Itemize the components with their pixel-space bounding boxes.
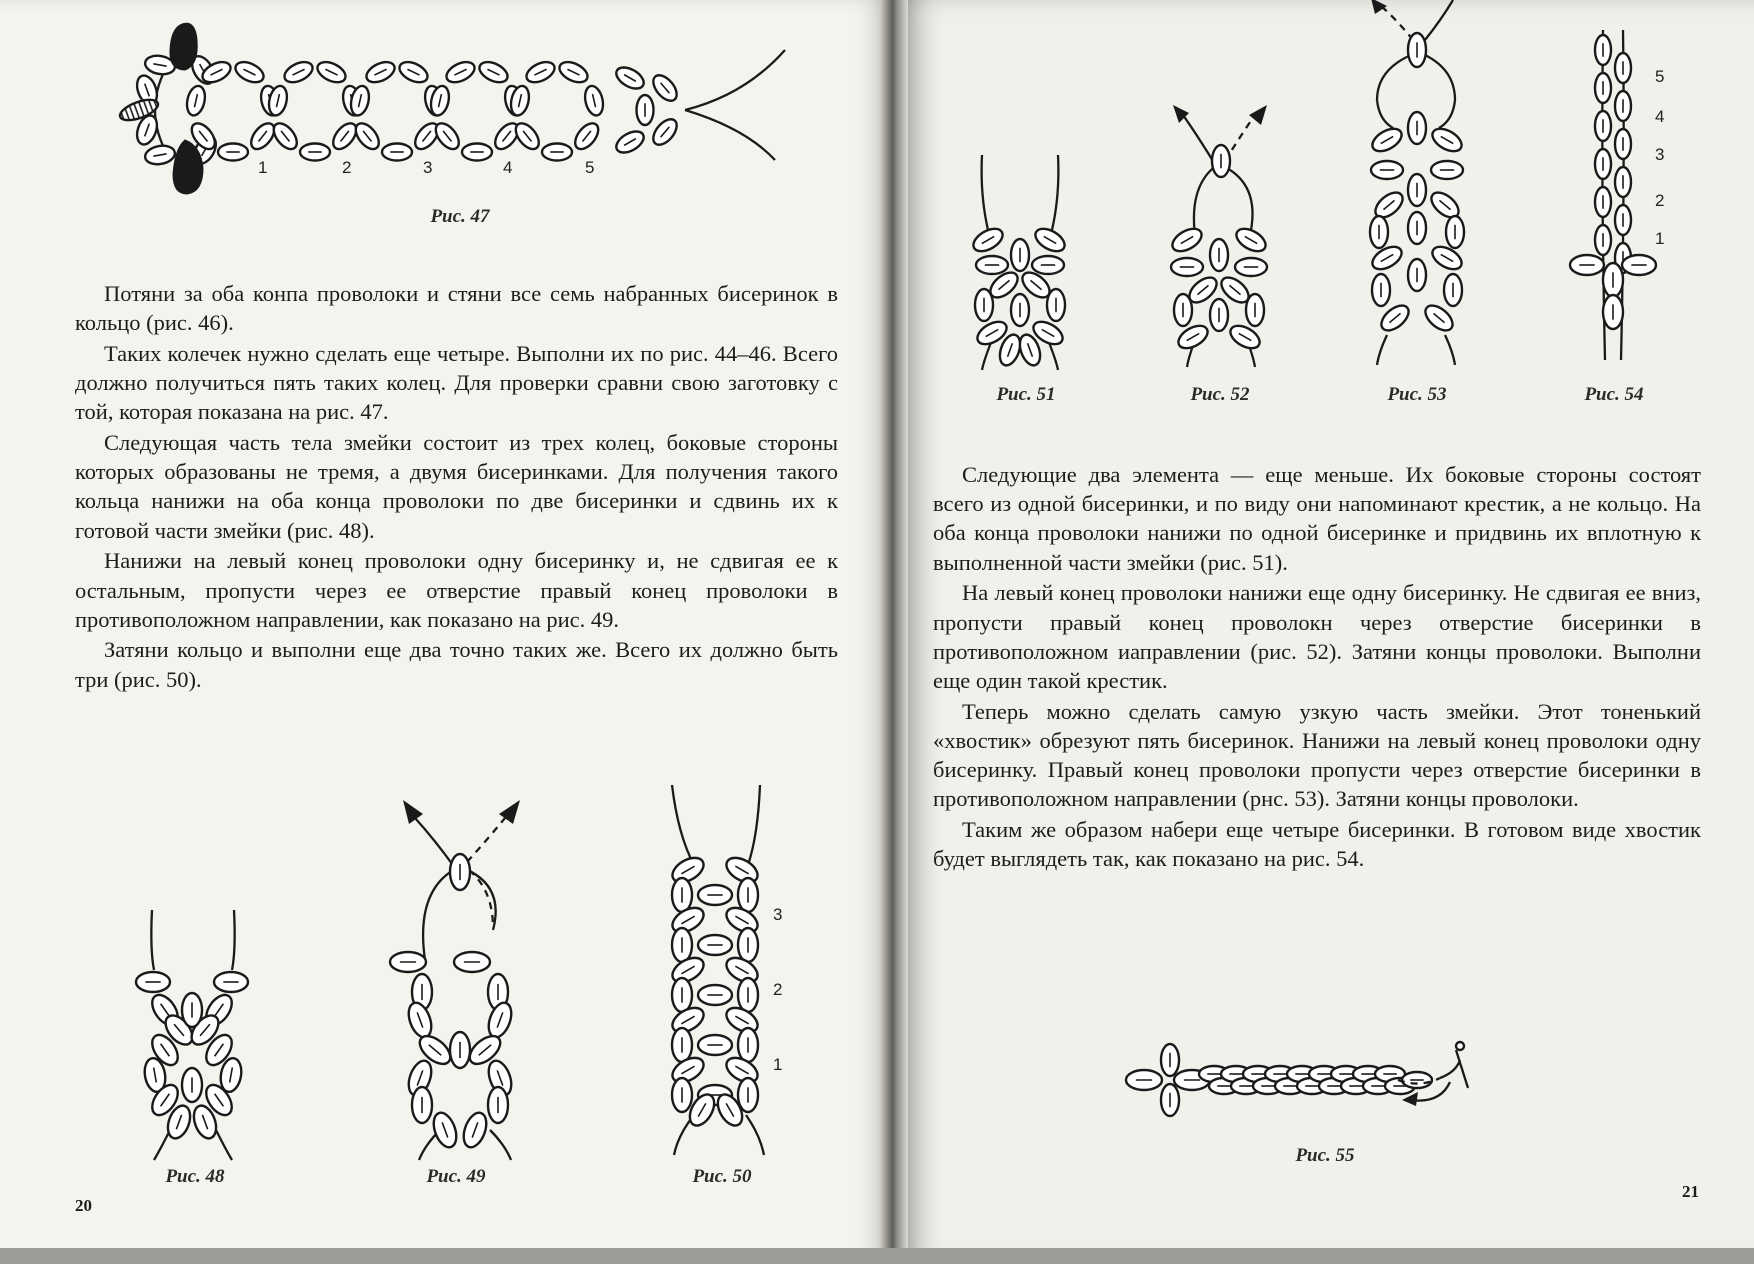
fig50-label-2: 2 bbox=[773, 980, 783, 999]
bead-icon bbox=[1408, 212, 1426, 244]
bead-icon bbox=[672, 878, 692, 912]
bead-icon bbox=[1615, 167, 1631, 197]
bead-icon bbox=[144, 144, 177, 167]
bead-icon bbox=[1372, 274, 1390, 306]
bead-icon bbox=[1369, 124, 1406, 156]
bead-icon bbox=[314, 58, 348, 86]
bead-icon bbox=[523, 58, 557, 86]
bead-icon bbox=[637, 95, 654, 125]
snake-eye-top-icon bbox=[170, 23, 197, 70]
bead-icon bbox=[459, 1110, 490, 1151]
page-number-left: 20 bbox=[75, 1196, 92, 1215]
bead-icon bbox=[484, 1000, 515, 1041]
bead-icon bbox=[1429, 124, 1466, 156]
paragraph: Следующая часть тела змейки состоит из трех колец, боковые стороны которых образованы не тремя, а двумя бисеринками. Для получения такого кольца нанижи на оба конца проволоки по две бисеринки и сдвинь их к готовой части змейки (рис. 48). bbox=[75, 430, 838, 543]
bead-icon bbox=[1032, 256, 1064, 274]
bead-icon bbox=[1603, 295, 1623, 329]
bead-icon bbox=[649, 71, 681, 105]
figure-50-drawing bbox=[660, 785, 800, 1160]
fig54-label-5: 5 bbox=[1655, 67, 1665, 86]
left-page-text bbox=[75, 279, 838, 695]
bead-icon bbox=[1371, 161, 1403, 179]
bead-icon bbox=[1171, 258, 1203, 276]
bead-icon bbox=[1431, 161, 1463, 179]
arrow-right-icon bbox=[1249, 105, 1267, 125]
bead-icon bbox=[1615, 205, 1631, 235]
bead-icon bbox=[1161, 1044, 1179, 1076]
bead-icon bbox=[613, 127, 647, 157]
bead-icon bbox=[214, 972, 248, 992]
bead-icon bbox=[1011, 239, 1029, 271]
page-number-right: 21 bbox=[1682, 1182, 1699, 1201]
figure-51-drawing bbox=[970, 155, 1080, 375]
bead-icon bbox=[218, 144, 248, 161]
arrow-left-icon bbox=[1371, 0, 1387, 14]
bead-icon bbox=[1161, 1084, 1179, 1116]
bead-icon bbox=[329, 119, 361, 153]
bead-icon bbox=[1370, 216, 1388, 248]
figure-54-drawing bbox=[1565, 30, 1685, 370]
paragraph: Теперь можно сделать самую узкую часть змейки. Этот тоненький «хвостик» обрезуют пять бисеринок. Нанижи на левый конец проволоки одну бисеринку. Правый конец проволоки пропусти через отверстие бисеринки в противоположном направлении (рнс. 53). Затяни концы проволоки. bbox=[933, 698, 1701, 812]
bead-icon bbox=[738, 978, 758, 1012]
paragraph: На левый конец проволоки нанижи еще одну бисеринку. Не сдвигая ее вниз, пропусти правый конец проволокн через отверстие бисеринки в противоположном иаправлении (рис. 52). Затяни концы проволоки. Выполни еще один такой крестик. bbox=[933, 580, 1701, 693]
figure-55 bbox=[1120, 1030, 1480, 1130]
figure-53-drawing bbox=[1357, 0, 1487, 370]
bead-icon bbox=[351, 119, 383, 153]
bead-icon bbox=[232, 58, 266, 86]
figure-54-caption: Рис. 54 bbox=[1584, 384, 1644, 405]
fig54-label-4: 4 bbox=[1655, 107, 1665, 126]
figure-52 bbox=[1167, 105, 1287, 370]
figure-51 bbox=[970, 155, 1080, 375]
figure-49 bbox=[395, 800, 535, 1160]
bead-icon bbox=[1212, 145, 1230, 177]
bead-icon bbox=[1603, 263, 1623, 297]
paragraph: Следующие два элемента — еще меньше. Их боковые стороны состоят всего из одной бисеринки, и по виду они напоминают крестик, а не кольцо. На оба конца проволоки нанижи по одной бисеринке и придвинь их вплотную к выполненной части змейки (рис. 51). bbox=[933, 462, 1701, 575]
paragraph: Таким же образом набери еще четыре бисеринки. В готовом виде хвостик будет выглядеть так, как показано на рис. 54. bbox=[933, 816, 1701, 872]
bead-icon bbox=[1595, 187, 1611, 217]
bead-icon bbox=[698, 985, 732, 1005]
bead-icon bbox=[672, 928, 692, 962]
bead-icon bbox=[1126, 1070, 1162, 1090]
figure-48-caption: Рис. 48 bbox=[165, 1166, 225, 1187]
bead-icon bbox=[1615, 129, 1631, 159]
figure-49-drawing bbox=[395, 800, 535, 1160]
figure-50 bbox=[660, 785, 800, 1160]
bead-icon bbox=[1595, 35, 1611, 65]
arrow-left-icon bbox=[403, 800, 423, 824]
bead-icon bbox=[672, 978, 692, 1012]
bead-icon bbox=[1615, 53, 1631, 83]
bead-icon bbox=[738, 928, 758, 962]
bead-icon bbox=[1444, 274, 1462, 306]
paragraph: Затяни кольцо и выполни еще два точно таких же. Всего их должно быть три (рис. 50). bbox=[75, 637, 838, 692]
bead-icon bbox=[184, 84, 207, 117]
figure-51-caption: Рис. 51 bbox=[996, 384, 1056, 405]
fig54-label-3: 3 bbox=[1655, 145, 1665, 164]
figure-55-caption: Рис. 55 bbox=[1295, 1145, 1355, 1166]
bead-icon bbox=[1622, 255, 1656, 275]
bead-icon bbox=[542, 144, 572, 161]
bead-icon bbox=[1408, 174, 1426, 206]
bead-icon bbox=[450, 1032, 470, 1068]
bead-icon bbox=[556, 58, 590, 86]
bead-icon bbox=[363, 58, 397, 86]
figure-47 bbox=[125, 10, 805, 200]
figure-47-caption: Рис. 47 bbox=[430, 206, 490, 227]
right-page bbox=[895, 0, 1754, 1264]
bead-icon bbox=[450, 854, 470, 890]
bead-icon bbox=[1032, 224, 1069, 256]
scissors-icon bbox=[1456, 1042, 1464, 1050]
bead-icon bbox=[404, 1000, 435, 1041]
right-page-text bbox=[933, 460, 1701, 875]
bead-icon bbox=[1169, 224, 1206, 256]
figure-54 bbox=[1565, 30, 1685, 370]
bead-icon bbox=[976, 256, 1008, 274]
bead-icon bbox=[613, 63, 647, 93]
bottom-edge-shadow bbox=[0, 1248, 1754, 1264]
bead-icon bbox=[672, 1028, 692, 1062]
bead-icon bbox=[1615, 91, 1631, 121]
bead-icon bbox=[281, 58, 315, 86]
bead-icon bbox=[1595, 225, 1611, 255]
bead-icon bbox=[1233, 224, 1270, 256]
bead-icon bbox=[412, 1087, 432, 1123]
figure-52-caption: Рис. 52 bbox=[1190, 384, 1250, 405]
bead-icon bbox=[571, 119, 603, 153]
fig54-label-2: 2 bbox=[1655, 191, 1665, 210]
figure-52-drawing bbox=[1167, 105, 1287, 370]
bead-icon bbox=[738, 878, 758, 912]
bead-icon bbox=[1235, 258, 1267, 276]
paragraph: Потяни за оба конпа проволоки и стяни все семь набранных бисеринок в кольцо (рис. 46). bbox=[75, 281, 838, 336]
bead-icon bbox=[970, 224, 1007, 256]
bead-icon bbox=[488, 1087, 508, 1123]
bead-icon bbox=[390, 952, 426, 972]
bead-icon bbox=[698, 1035, 732, 1055]
figure-47-drawing bbox=[125, 10, 805, 200]
bead-icon bbox=[1408, 33, 1426, 67]
figure-48-drawing bbox=[130, 910, 260, 1160]
bead-icon bbox=[1570, 255, 1604, 275]
figure-48 bbox=[130, 910, 260, 1160]
bead-icon bbox=[649, 115, 681, 149]
fig50-label-1: 1 bbox=[773, 1055, 783, 1074]
bead-icon bbox=[582, 84, 605, 117]
bead-icon bbox=[476, 58, 510, 86]
paragraph: Нанижи на левый конец проволоки одну бисеринку и, не сдвигая ее к остальным, пропусти через ее отверстие правый конец проволоки в противоположном направлении, как показано на рис. 49. bbox=[75, 548, 838, 632]
figure-53 bbox=[1357, 0, 1487, 370]
paragraph: Таких колечек нужно сделать еще четыре. Выполни их по рис. 44–46. Всего должно получиться пять таких колец. Для проверки сравни свою заготовку с той, которая показана на рис. 47. bbox=[75, 340, 838, 425]
bead-icon bbox=[269, 119, 301, 153]
fig47-label-2: 2 bbox=[342, 158, 352, 177]
bead-icon bbox=[182, 1068, 202, 1102]
fig47-label-5: 5 bbox=[585, 158, 595, 177]
fig47-label-3: 3 bbox=[423, 158, 433, 177]
bead-icon bbox=[1047, 289, 1065, 321]
bead-icon bbox=[698, 885, 732, 905]
fig54-label-1: 1 bbox=[1655, 229, 1665, 248]
bead-icon bbox=[1402, 1072, 1432, 1088]
fig50-label-3: 3 bbox=[773, 905, 783, 924]
bead-icon bbox=[1408, 112, 1426, 144]
bead-icon bbox=[1595, 73, 1611, 103]
bead-icon bbox=[1210, 239, 1228, 271]
bead-icon bbox=[738, 1028, 758, 1062]
bead-icon bbox=[672, 1078, 692, 1112]
bead-icon bbox=[454, 952, 490, 972]
figure-55-drawing bbox=[1120, 1030, 1480, 1130]
bead-icon bbox=[975, 289, 993, 321]
bead-icon bbox=[1174, 294, 1192, 326]
bead-icon bbox=[1595, 111, 1611, 141]
bead-icon bbox=[698, 935, 732, 955]
figure-49-caption: Рис. 49 bbox=[426, 1166, 486, 1187]
bead-icon bbox=[1446, 216, 1464, 248]
bead-icon bbox=[462, 144, 492, 161]
book-gutter bbox=[880, 0, 908, 1264]
bead-icon bbox=[396, 58, 430, 86]
bead-icon bbox=[182, 993, 202, 1027]
bead-icon bbox=[300, 144, 330, 161]
fig47-label-1: 1 bbox=[258, 158, 268, 177]
bead-icon bbox=[1011, 294, 1029, 326]
bead-icon bbox=[382, 144, 412, 161]
bead-icon bbox=[1408, 259, 1426, 291]
bead-icon bbox=[443, 58, 477, 86]
fig47-label-4: 4 bbox=[503, 158, 513, 177]
figure-53-caption: Рис. 53 bbox=[1387, 384, 1447, 405]
bead-icon bbox=[136, 972, 170, 992]
bead-icon bbox=[247, 119, 279, 153]
bead-icon bbox=[1210, 299, 1228, 331]
bead-icon bbox=[429, 1110, 460, 1151]
figure-50-caption: Рис. 50 bbox=[692, 1166, 752, 1187]
bead-icon bbox=[1595, 149, 1611, 179]
bead-icon bbox=[1246, 294, 1264, 326]
